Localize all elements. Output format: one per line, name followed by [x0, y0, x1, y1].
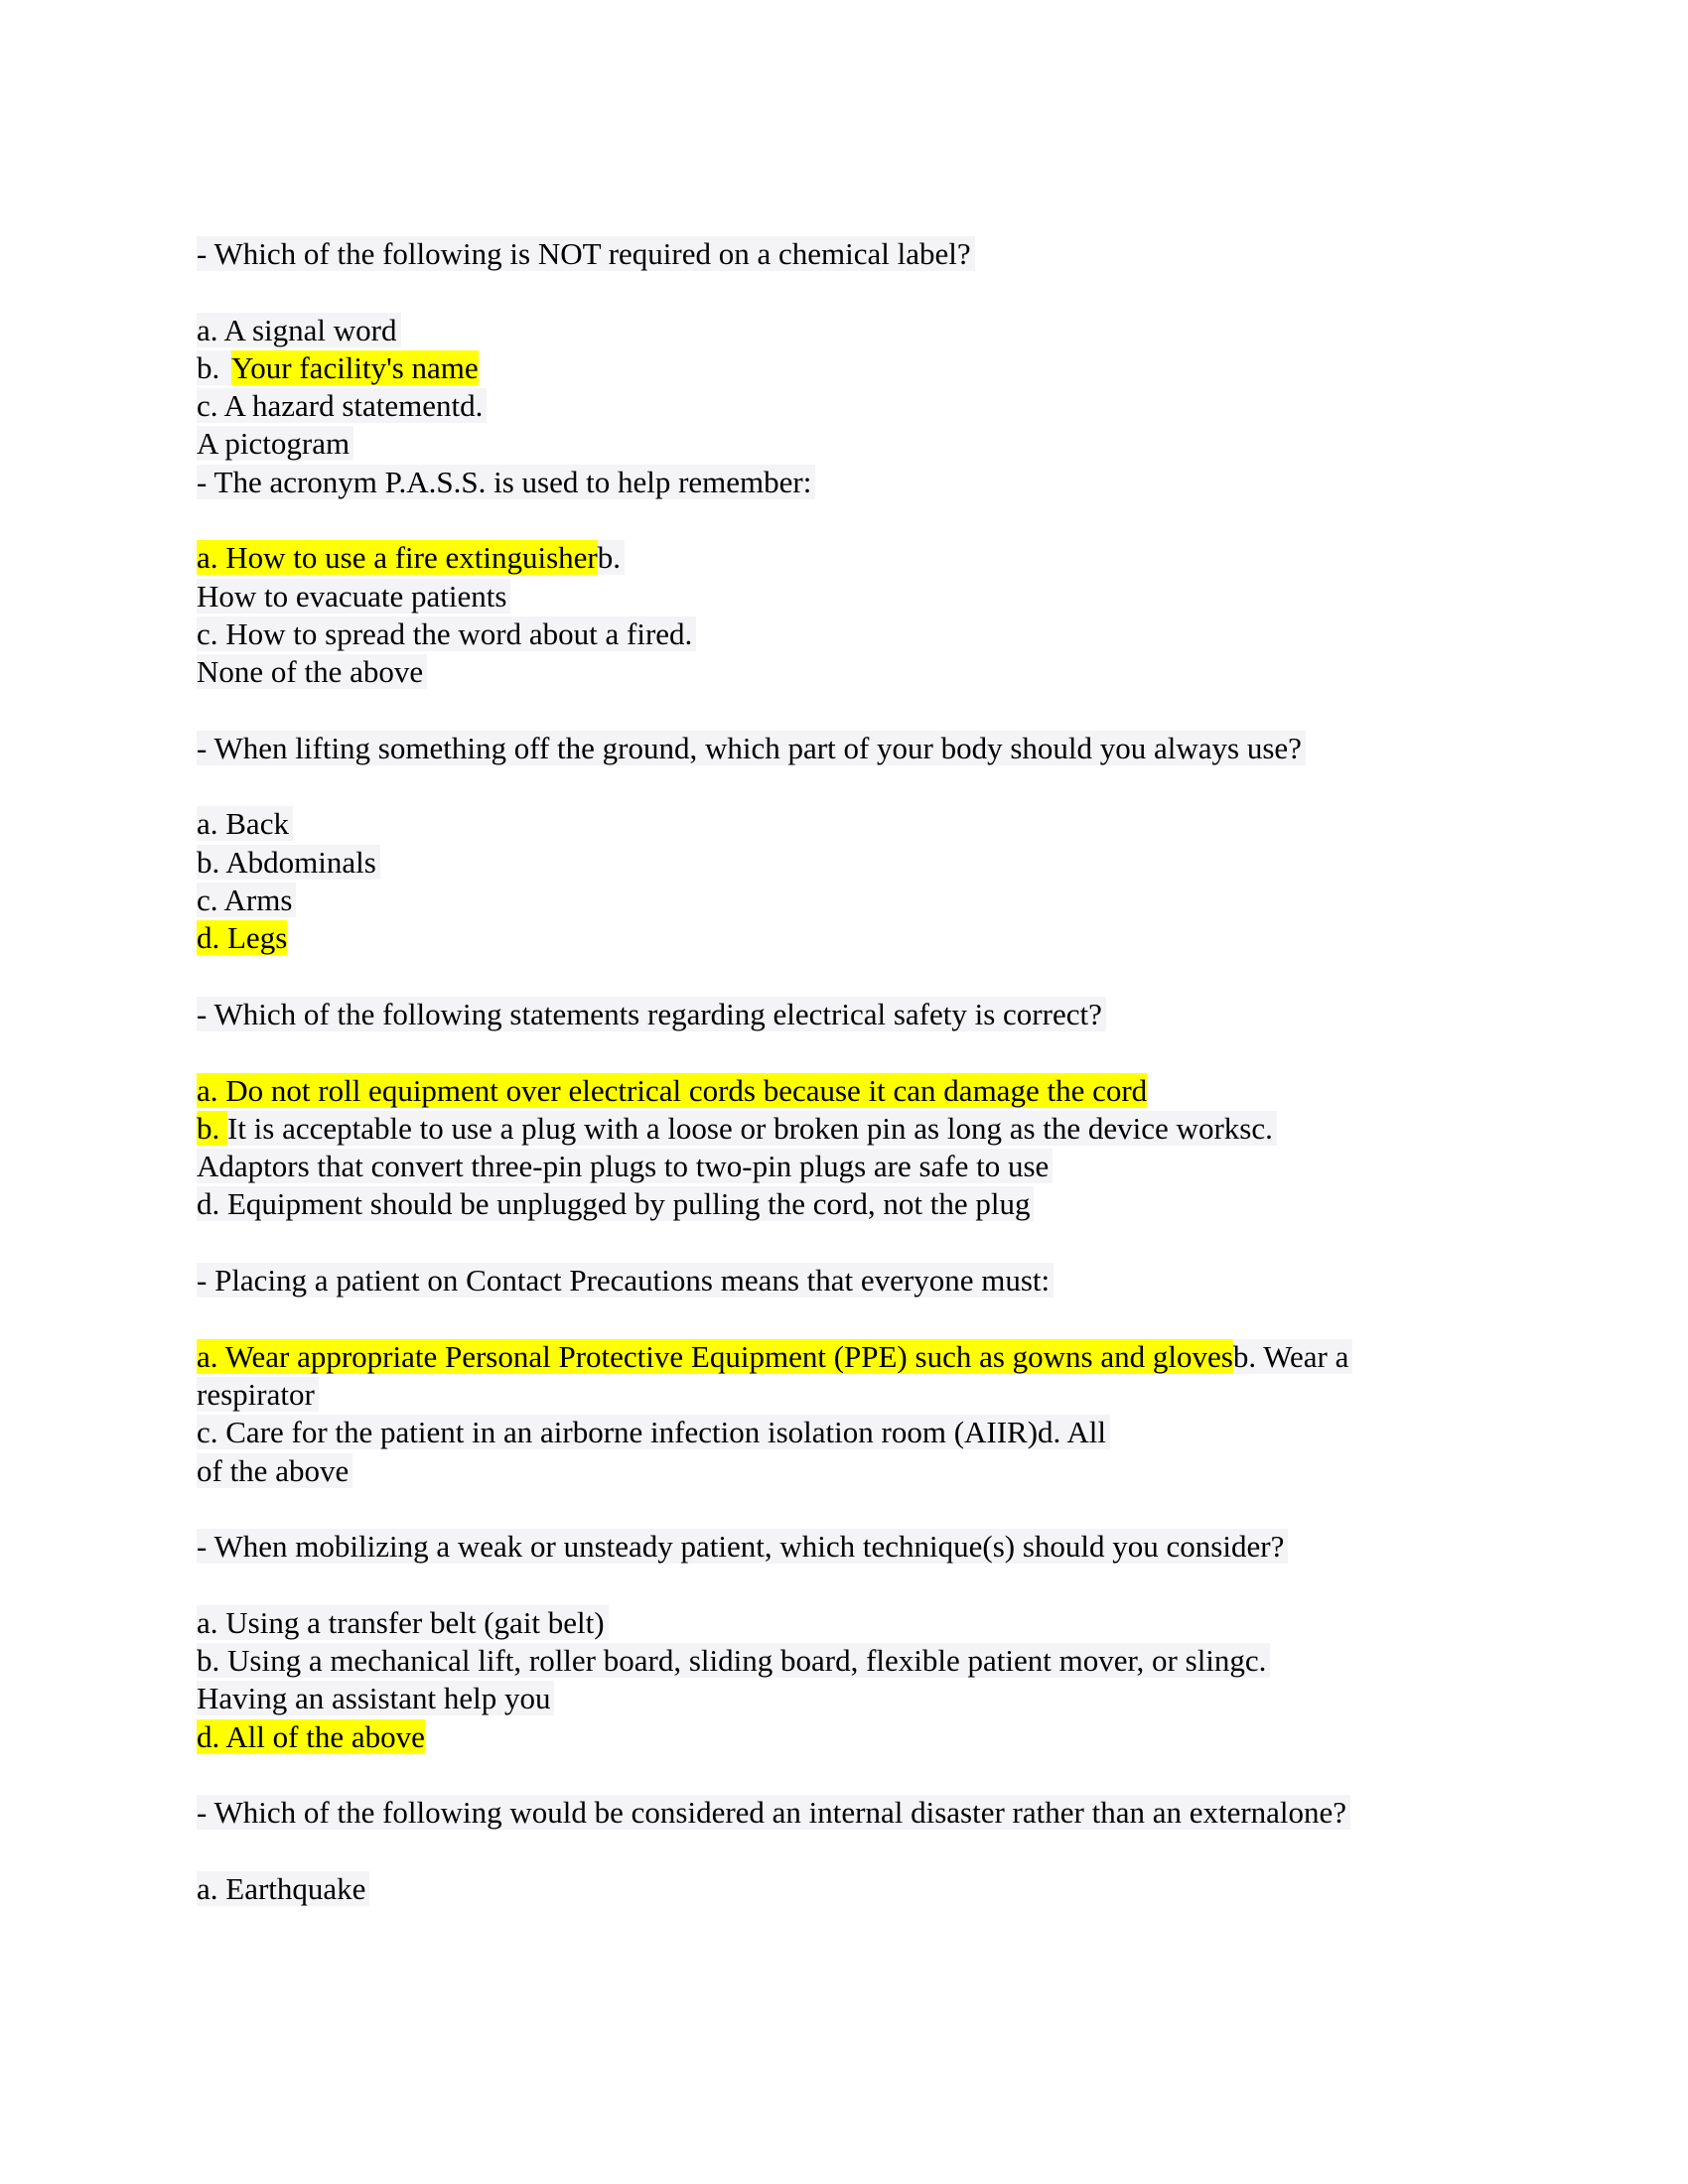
text-line — [197, 235, 1507, 273]
text-line — [197, 539, 1507, 577]
text-segment: - The acronym P.A.S.S. is used to help remember: — [197, 465, 815, 499]
text-line — [197, 919, 1507, 957]
text-segment: A pictogram — [197, 426, 353, 461]
text-line — [197, 1338, 1507, 1376]
blank-line — [197, 501, 1507, 539]
text-line — [197, 1262, 1507, 1299]
text-line — [197, 312, 1507, 349]
highlighted-answer: d. Legs — [197, 920, 288, 956]
text-segment: - Placing a patient on Contact Precautions means that everyone must: — [197, 1263, 1054, 1297]
text-segment: a. Earthquake — [197, 1871, 369, 1906]
text-line — [197, 805, 1507, 843]
text-segment: c. Arms — [197, 883, 296, 917]
blank-line — [197, 1490, 1507, 1528]
text-segment: a. Using a transfer belt (gait belt) — [197, 1605, 609, 1640]
blank-line — [197, 1832, 1507, 1869]
blank-line — [197, 1224, 1507, 1262]
blank-line — [197, 1566, 1507, 1603]
text-line — [197, 882, 1507, 919]
text-line — [197, 1680, 1507, 1717]
blank-line — [197, 1756, 1507, 1794]
blank-line — [197, 1033, 1507, 1071]
text-line — [197, 1528, 1507, 1566]
text-line — [197, 1794, 1507, 1832]
text-segment: None of the above — [197, 654, 427, 689]
text-line — [197, 349, 1507, 387]
text-segment: a. A signal word — [197, 313, 401, 347]
text-segment: - When lifting something off the ground, which part of your body should you always use? — [197, 731, 1306, 765]
blank-line — [197, 273, 1507, 311]
highlighted-answer: d. All of the above — [197, 1718, 425, 1754]
text-line — [197, 1185, 1507, 1223]
text-line — [197, 1376, 1507, 1414]
text-segment: b. Wear a — [1233, 1339, 1353, 1374]
text-line — [197, 1148, 1507, 1185]
text-line — [197, 653, 1507, 691]
text-line — [197, 425, 1507, 463]
highlighted-answer: Your facility's name — [231, 349, 479, 385]
text-segment: - Which of the following is NOT required on a chemical label? — [197, 236, 975, 271]
text-segment: d. Equipment should be unplugged by pulling the cord, not the plug — [197, 1186, 1034, 1221]
text-segment: a. Back — [197, 806, 293, 841]
text-line — [197, 996, 1507, 1033]
text-line — [197, 1452, 1507, 1490]
text-line — [197, 1870, 1507, 1908]
highlighted-answer: a. Wear appropriate Personal Protective Equipment (PPE) such as gowns and gloves — [197, 1338, 1233, 1374]
blank-line — [197, 692, 1507, 730]
text-line — [197, 615, 1507, 653]
text-segment: of the above — [197, 1453, 352, 1488]
text-segment: respirator — [197, 1377, 319, 1412]
text-segment: b. — [197, 350, 231, 385]
text-segment: - When mobilizing a weak or unsteady patient, which technique(s) should you consider? — [197, 1529, 1288, 1564]
text-line — [197, 844, 1507, 882]
text-line — [197, 1718, 1507, 1756]
text-segment: c. A hazard statementd. — [197, 388, 487, 423]
text-segment: How to evacuate patients — [197, 579, 510, 614]
text-segment: Having an assistant help you — [197, 1681, 554, 1715]
text-segment: - Which of the following would be considered an internal disaster rather than an externalone? — [197, 1795, 1350, 1830]
text-segment: b. Using a mechanical lift, roller board, sliding board, flexible patient mover, or slingc. — [197, 1643, 1270, 1678]
quiz-content — [197, 235, 1507, 1908]
blank-line — [197, 767, 1507, 805]
highlighted-answer: a. Do not roll equipment over electrical cords because it can damage the cord — [197, 1072, 1148, 1108]
text-segment: - Which of the following statements regarding electrical safety is correct? — [197, 997, 1106, 1031]
text-segment: b. Abdominals — [197, 845, 380, 880]
highlighted-answer: a. How to use a fire extinguisher — [197, 540, 598, 576]
blank-line — [197, 958, 1507, 996]
text-segment: c. How to spread the word about a fired. — [197, 616, 696, 651]
text-segment: c. Care for the patient in an airborne infection isolation room (AIIR)d. All — [197, 1415, 1110, 1449]
text-line — [197, 1642, 1507, 1680]
text-segment: Adaptors that convert three-pin plugs to two-pin plugs are safe to use — [197, 1149, 1053, 1183]
text-segment: It is acceptable to use a plug with a loose or broken pin as long as the device worksc. — [227, 1111, 1277, 1146]
blank-line — [197, 1299, 1507, 1337]
text-line — [197, 1072, 1507, 1110]
text-segment: b. — [598, 540, 625, 575]
text-line — [197, 730, 1507, 767]
text-line — [197, 387, 1507, 425]
text-line — [197, 578, 1507, 615]
text-line — [197, 1110, 1507, 1148]
highlighted-answer: b. — [197, 1110, 227, 1146]
text-line — [197, 464, 1507, 501]
text-line — [197, 1414, 1507, 1451]
text-line — [197, 1604, 1507, 1642]
